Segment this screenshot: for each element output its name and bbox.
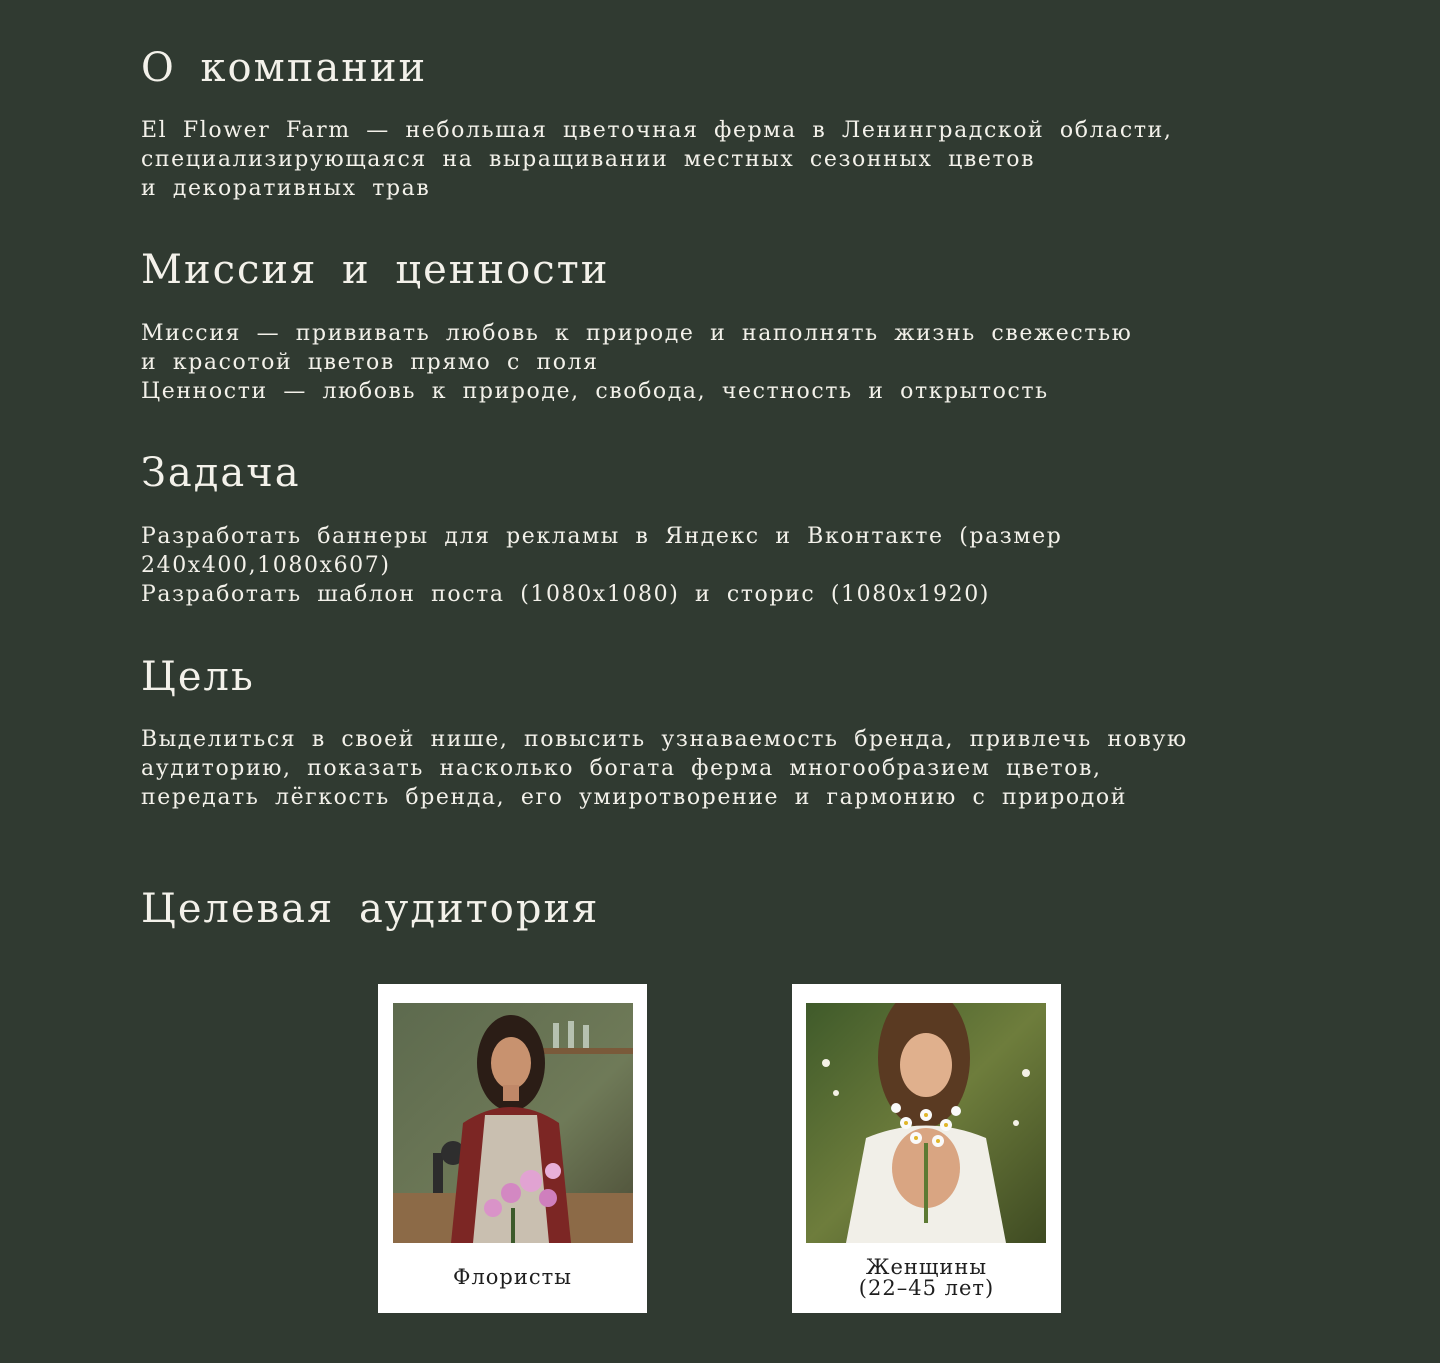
mission-line: и красотой цветов прямо с поля: [141, 350, 599, 375]
about-line: специализирующаяся на выращивании местных сезонных цветов: [141, 147, 1036, 172]
florist-photo: [393, 1003, 633, 1243]
goal-line: передать лёгкость бренда, его умиротворение и гармонию с природой: [141, 785, 1128, 810]
audience-heading: Целевая аудитория: [141, 886, 600, 932]
goal-text: [141, 725, 1301, 812]
mission-heading: Миссия и ценности: [141, 247, 610, 293]
audience-card-women: [792, 984, 1061, 1313]
caption-line: Флористы: [453, 1265, 572, 1289]
goal-line: аудиторию, показать насколько богата ферма многообразием цветов,: [141, 756, 1102, 781]
audience-caption: [378, 1267, 647, 1288]
task-text: [141, 522, 1301, 609]
audience-caption: [792, 1257, 1061, 1299]
woman-with-daisies-photo: [806, 1003, 1046, 1243]
florist-photo-icon: [393, 1003, 633, 1243]
about-line: El Flower Farm — небольшая цветочная ферма в Ленинградской области,: [141, 118, 1173, 143]
about-text: [141, 116, 1301, 203]
mission-text: [141, 319, 1301, 406]
goal-line: Выделиться в своей нише, повысить узнаваемость бренда, привлечь новую: [141, 727, 1188, 752]
about-heading: О компании: [141, 45, 428, 91]
caption-line: Женщины: [865, 1255, 988, 1279]
about-line: и декоративных трав: [141, 176, 431, 201]
mission-line: Ценности — любовь к природе, свобода, честность и открытость: [141, 379, 1049, 404]
caption-line: (22–45 лет): [858, 1276, 995, 1300]
mission-line: Миссия — прививать любовь к природе и наполнять жизнь свежестью: [141, 321, 1133, 346]
task-heading: Задача: [141, 450, 301, 496]
audience-card-florists: [378, 984, 647, 1313]
task-line: 240x400,1080x607): [141, 553, 391, 578]
task-line: Разработать баннеры для рекламы в Яндекс и Вконтакте (размер: [141, 524, 1063, 549]
goal-heading: Цель: [141, 654, 255, 700]
task-line: Разработать шаблон поста (1080x1080) и сторис (1080x1920): [141, 582, 990, 607]
woman-with-daisies-photo-icon: [806, 1003, 1046, 1243]
